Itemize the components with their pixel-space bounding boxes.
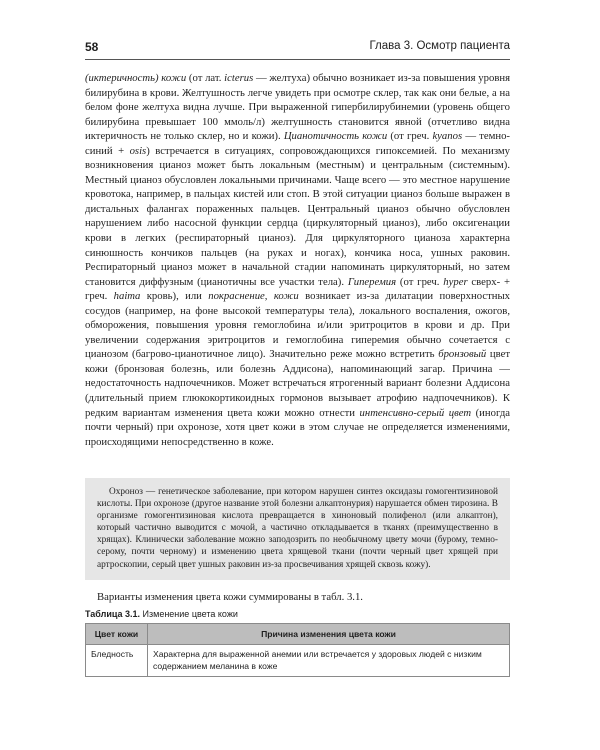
header-divider bbox=[85, 59, 510, 60]
text-run: кровь), или bbox=[140, 290, 209, 303]
page-number: 58 bbox=[85, 40, 99, 54]
italic-term: kyanos bbox=[432, 130, 463, 143]
table-cell-color: Бледность bbox=[86, 645, 148, 677]
table-row bbox=[86, 645, 510, 677]
italic-term: osis bbox=[129, 144, 147, 157]
text-run: цвет кожи (бронзовая болезнь, или болезнь Аддисона), напоминающий загар. Причина — недостаточность надпочечников. Может встречаться ятрогенный вариант болезни Аддисона (длительный прием глюкокортикоидных гормонов вызывает атрофию надпочечников). К редким вариантам изменения цвета кожи можно отнести bbox=[85, 348, 510, 419]
table-caption-title: Изменение цвета кожи bbox=[142, 609, 238, 619]
italic-term: бронзовый bbox=[438, 348, 487, 361]
text-run: (от греч. bbox=[387, 130, 433, 143]
italic-term: покраснение, кожи bbox=[208, 290, 299, 303]
italic-term: haima bbox=[113, 290, 141, 303]
chapter-title: Глава 3. Осмотр пациента bbox=[369, 40, 510, 52]
italic-term: (иктеричность) кожи bbox=[85, 72, 187, 84]
text-run: возникает из-за дилатации поверхностных сосудов (например, на фоне высокой температуры тела), локального воспаления, ожогов, обморожения, повышения уровня гемоглобина и/или эритроцитов в крови и др. При увеличении содержания эритроцитов и гемоглобина гиперемия обычно сочетается с цианозом (багрово-цианотичное лицо). Значительно реже можно встретить bbox=[85, 290, 510, 361]
page-header bbox=[85, 40, 510, 56]
text-run: сверх- + греч. bbox=[85, 275, 510, 303]
italic-term: интенсивно-серый цвет bbox=[359, 406, 472, 419]
skin-color-table bbox=[85, 623, 510, 677]
text-run: ) встречается в ситуациях, сопровождающихся гипоксемией. По механизму возникновения цианоз может быть локальным (местным) и центральным (системным). Местный цианоз обусловлен локальными причинами. Чаще всего — это местное нарушение кровотока, например, в пальцах кистей или стоп. В этой ситуации цианоз больше выражен в дистальных фалангах пораженных пальцев. Центральный цианоз обычно обусловлен нарушением либо насосной функции сердца (циркуляторный цианоз), либо оксигенации крови в легких (респираторный цианоз). Для циркуляторного цианоза характерна синюшность кончиков пальцев (на руках и ногах), кончика носа, ушных раковин. Респираторный цианоз может в начальной стадии напоминать циркуляторный, но затем становится диффузным (цианотичны все участки тела). bbox=[85, 144, 510, 288]
table-header-cause: Причина изменения цвета кожи bbox=[148, 624, 510, 645]
italic-term: Гиперемия bbox=[347, 275, 397, 288]
text-run: — темно-синий + bbox=[85, 130, 510, 157]
text-run: (иногда почти черный) при охронозе, хотя цвет кожи в этом случае не определяется изменениями, происходящими непосредственно в коже. bbox=[85, 406, 510, 448]
ochronosis-note-box bbox=[85, 478, 510, 580]
text-run: (от лат. bbox=[186, 72, 225, 84]
body-paragraph bbox=[85, 71, 510, 449]
table-caption-label: Таблица 3.1. bbox=[85, 609, 141, 619]
table-cell-cause: Характерна для выраженной анемии или встречается у здоровых людей с низким содержанием меланина в коже bbox=[148, 645, 510, 677]
text-run: (от греч. bbox=[396, 275, 444, 288]
italic-term: hyper bbox=[443, 275, 468, 288]
table-caption bbox=[85, 609, 510, 619]
note-text: Охроноз — генетическое заболевание, при котором нарушен синтез оксидазы гомогентизиновой кислоты. При охронозе (другое название этой болезни алкаптонурия) нарушается обмен тирозина. В организме гомогентизиновая кислота превращается в хиноновый полифенол (или алкаптон), который частично выводится с мочой, а частично откладывается в тканях (преимущественно в хрящах). Клинически заболевание можно заподозрить по необычному цвету мочи (бурому, темно-серому, почти черному) и изменению цвета хрящевой ткани (почти черный цвет хрящей при артроскопии, серый цвет ушных раковин из-за просвечивания хрящей сквозь кожу). bbox=[97, 487, 498, 570]
text-run: — желтуха) обычно возникает из-за повышения уровня билирубина в крови. Желтушность легче увидеть при осмотре склер, так как они белые, а на белом фоне желтуха видна лучше. При выраженной гипербилирубинемии (уровень общего билирубина превышает 100 ммоль/л) желтушность становится явной (отчетливо видна иктеричность не только склер, но и кожи). bbox=[85, 72, 510, 143]
italic-term: Цианотичность кожи bbox=[283, 130, 388, 143]
summary-sentence: Варианты изменения цвета кожи суммированы в табл. 3.1. bbox=[97, 591, 363, 603]
italic-term: icterus bbox=[224, 72, 254, 84]
main-text bbox=[85, 71, 510, 449]
table-header-row bbox=[86, 624, 510, 645]
table-header-color: Цвет кожи bbox=[86, 624, 148, 645]
